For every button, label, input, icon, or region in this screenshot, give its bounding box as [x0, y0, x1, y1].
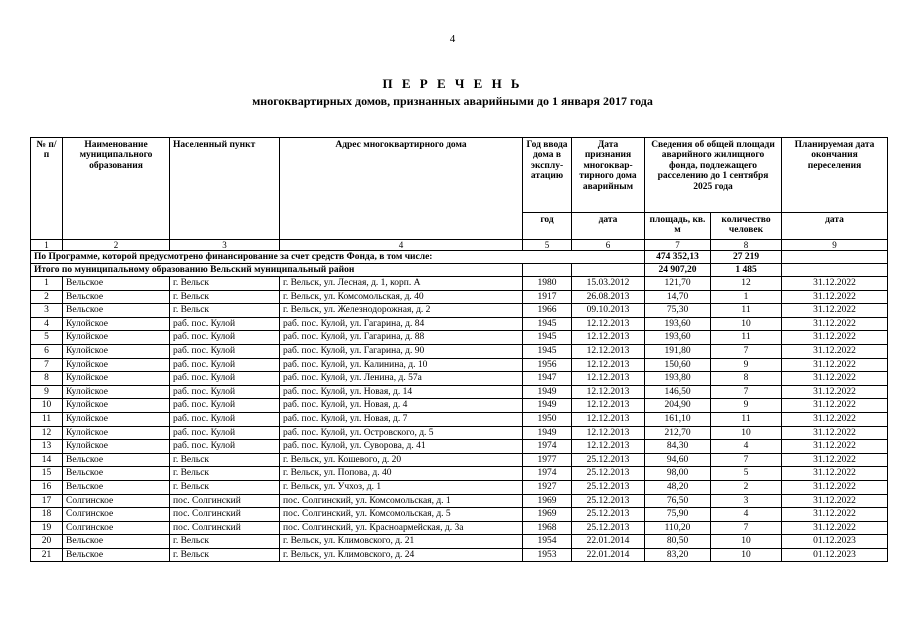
end-date-cell: 31.12.2022 — [782, 344, 888, 358]
locality-cell: раб. пос. Кулой — [170, 440, 280, 454]
end-date-cell: 31.12.2022 — [782, 290, 888, 304]
table-row — [31, 535, 888, 549]
date-cell: 09.10.2013 — [572, 304, 645, 318]
locality-cell: раб. пос. Кулой — [170, 317, 280, 331]
table-row — [31, 277, 888, 291]
row-number: 20 — [31, 535, 63, 549]
year-cell: 1954 — [523, 535, 572, 549]
address-cell: раб. пос. Кулой, ул. Ленина, д. 57а — [280, 372, 523, 386]
area-cell: 94,60 — [645, 453, 711, 467]
locality-cell: пос. Солгинский — [170, 521, 280, 535]
municipality-cell: Вельское — [63, 480, 170, 494]
people-cell: 7 — [711, 521, 782, 535]
people-cell: 8 — [711, 372, 782, 386]
year-cell: 1949 — [523, 399, 572, 413]
area-cell: 191,80 — [645, 344, 711, 358]
table-row — [31, 331, 888, 345]
end-date-cell: 31.12.2022 — [782, 494, 888, 508]
area-cell: 80,50 — [645, 535, 711, 549]
locality-cell: пос. Солгинский — [170, 494, 280, 508]
address-cell: раб. пос. Кулой, ул. Калинина, д. 10 — [280, 358, 523, 372]
area-cell: 14,70 — [645, 290, 711, 304]
date-cell: 12.12.2013 — [572, 399, 645, 413]
locality-cell: раб. пос. Кулой — [170, 426, 280, 440]
people-cell: 2 — [711, 480, 782, 494]
municipality-cell: Кулойское — [63, 426, 170, 440]
date-cell: 12.12.2013 — [572, 372, 645, 386]
column-number: 3 — [170, 240, 280, 251]
end-date-cell: 01.12.2023 — [782, 548, 888, 562]
municipality-cell: Вельское — [63, 548, 170, 562]
municipality-cell: Солгинское — [63, 508, 170, 522]
end-date-cell: 31.12.2022 — [782, 372, 888, 386]
area-cell: 212,70 — [645, 426, 711, 440]
table-row — [31, 372, 888, 386]
locality-cell: раб. пос. Кулой — [170, 358, 280, 372]
address-cell: г. Вельск, ул. Комсомольская, д. 40 — [280, 290, 523, 304]
column-number: 8 — [711, 240, 782, 251]
table-row — [31, 290, 888, 304]
row-number: 6 — [31, 344, 63, 358]
row-number: 4 — [31, 317, 63, 331]
people-cell: 5 — [711, 467, 782, 481]
area-cell: 84,30 — [645, 440, 711, 454]
people-cell: 7 — [711, 453, 782, 467]
row-number: 11 — [31, 412, 63, 426]
end-date-cell: 31.12.2022 — [782, 304, 888, 318]
people-cell: 7 — [711, 344, 782, 358]
date-cell: 12.12.2013 — [572, 440, 645, 454]
table-header — [31, 138, 888, 240]
locality-cell: г. Вельск — [170, 277, 280, 291]
area-cell: 193,60 — [645, 331, 711, 345]
subheader-end-date: дата — [782, 213, 888, 240]
date-cell: 25.12.2013 — [572, 467, 645, 481]
date-cell: 12.12.2013 — [572, 358, 645, 372]
locality-cell: г. Вельск — [170, 480, 280, 494]
row-number: 12 — [31, 426, 63, 440]
year-cell: 1977 — [523, 453, 572, 467]
year-cell: 1927 — [523, 480, 572, 494]
municipality-cell: Вельское — [63, 304, 170, 318]
column-numbers — [31, 240, 888, 277]
year-cell: 1945 — [523, 331, 572, 345]
end-date-cell: 31.12.2022 — [782, 412, 888, 426]
area-cell: 48,20 — [645, 480, 711, 494]
people-cell: 10 — [711, 535, 782, 549]
address-cell: г. Вельск, ул. Попова, д. 40 — [280, 467, 523, 481]
table-row — [31, 467, 888, 481]
locality-cell: раб. пос. Кулой — [170, 385, 280, 399]
locality-cell: г. Вельск — [170, 290, 280, 304]
year-cell: 1974 — [523, 440, 572, 454]
area-cell: 75,30 — [645, 304, 711, 318]
summary-district-label: Итого по муниципальному образованию Вельский муниципальный район — [31, 264, 523, 277]
area-cell: 204,90 — [645, 399, 711, 413]
summary-program-area: 474 352,13 — [645, 251, 711, 264]
table-row — [31, 480, 888, 494]
municipality-cell: Вельское — [63, 453, 170, 467]
table-row — [31, 548, 888, 562]
year-cell: 1949 — [523, 426, 572, 440]
date-cell: 22.01.2014 — [572, 548, 645, 562]
column-number: 1 — [31, 240, 63, 251]
table-row — [31, 426, 888, 440]
column-number: 9 — [782, 240, 888, 251]
municipality-cell: Солгинское — [63, 521, 170, 535]
people-cell: 11 — [711, 412, 782, 426]
table-row — [31, 453, 888, 467]
header-area-info: Сведения об общей площади аварийного жилищного фонда, подлежащего расселению до 1 сентября 2025 года — [645, 138, 782, 213]
date-cell: 12.12.2013 — [572, 412, 645, 426]
year-cell: 1974 — [523, 467, 572, 481]
address-cell: г. Вельск, ул. Железнодорожная, д. 2 — [280, 304, 523, 318]
municipality-cell: Вельское — [63, 535, 170, 549]
end-date-cell: 31.12.2022 — [782, 467, 888, 481]
table-row — [31, 412, 888, 426]
column-number: 7 — [645, 240, 711, 251]
row-number: 19 — [31, 521, 63, 535]
emergency-housing-table — [30, 137, 888, 562]
row-number: 5 — [31, 331, 63, 345]
end-date-cell: 31.12.2022 — [782, 521, 888, 535]
people-cell: 10 — [711, 317, 782, 331]
address-cell: раб. пос. Кулой, ул. Суворова, д. 41 — [280, 440, 523, 454]
date-cell: 22.01.2014 — [572, 535, 645, 549]
header-municipality: Наименование муниципального образования — [63, 138, 170, 240]
people-cell: 10 — [711, 548, 782, 562]
address-cell: г. Вельск, ул. Кошевого, д. 20 — [280, 453, 523, 467]
date-cell: 25.12.2013 — [572, 453, 645, 467]
date-cell: 25.12.2013 — [572, 508, 645, 522]
end-date-cell: 31.12.2022 — [782, 508, 888, 522]
header-address: Адрес многоквартирного дома — [280, 138, 523, 240]
page-number: 4 — [449, 33, 456, 45]
locality-cell: раб. пос. Кулой — [170, 344, 280, 358]
area-cell: 75,90 — [645, 508, 711, 522]
end-date-cell: 31.12.2022 — [782, 453, 888, 467]
address-cell: пос. Солгинский, ул. Комсомольская, д. 1 — [280, 494, 523, 508]
end-date-cell: 31.12.2022 — [782, 385, 888, 399]
date-cell: 12.12.2013 — [572, 317, 645, 331]
row-number: 21 — [31, 548, 63, 562]
summary-district-row — [31, 264, 888, 277]
date-cell: 26.08.2013 — [572, 290, 645, 304]
table-row — [31, 304, 888, 318]
address-cell: г. Вельск, ул. Климовского, д. 24 — [280, 548, 523, 562]
area-cell: 98,00 — [645, 467, 711, 481]
end-date-cell: 31.12.2022 — [782, 480, 888, 494]
area-cell: 76,50 — [645, 494, 711, 508]
table-row — [31, 399, 888, 413]
date-cell: 25.12.2013 — [572, 494, 645, 508]
end-date-cell: 31.12.2022 — [782, 399, 888, 413]
row-number: 16 — [31, 480, 63, 494]
area-cell: 193,80 — [645, 372, 711, 386]
date-cell: 25.12.2013 — [572, 480, 645, 494]
row-number: 7 — [31, 358, 63, 372]
year-cell: 1980 — [523, 277, 572, 291]
address-cell: г. Вельск, ул. Учхоз, д. 1 — [280, 480, 523, 494]
area-cell: 193,60 — [645, 317, 711, 331]
header-planned-end: Планируемая дата окончания переселения — [782, 138, 888, 213]
document-title: П Е Р Е Ч Е Н Ь — [382, 76, 523, 91]
table-row — [31, 358, 888, 372]
locality-cell: пос. Солгинский — [170, 508, 280, 522]
people-cell: 9 — [711, 358, 782, 372]
people-cell: 4 — [711, 440, 782, 454]
end-date-cell: 31.12.2022 — [782, 358, 888, 372]
summary-program-row — [31, 251, 888, 264]
year-cell: 1949 — [523, 385, 572, 399]
summary-district-empty — [572, 264, 645, 277]
document-subtitle: многоквартирных домов, признанных аварийными до 1 января 2017 года — [252, 94, 653, 108]
municipality-cell: Кулойское — [63, 372, 170, 386]
people-cell: 4 — [711, 508, 782, 522]
date-cell: 12.12.2013 — [572, 344, 645, 358]
table-row — [31, 385, 888, 399]
header-locality: Населенный пункт — [170, 138, 280, 240]
area-cell: 121,70 — [645, 277, 711, 291]
header-num: № п/п — [31, 138, 63, 240]
table-row — [31, 344, 888, 358]
people-cell: 11 — [711, 304, 782, 318]
subheader-date: дата — [572, 213, 645, 240]
year-cell: 1968 — [523, 521, 572, 535]
summary-district-empty — [782, 264, 888, 277]
municipality-cell: Кулойское — [63, 440, 170, 454]
locality-cell: г. Вельск — [170, 453, 280, 467]
row-number: 10 — [31, 399, 63, 413]
subheader-people: количество человек — [711, 213, 782, 240]
municipality-cell: Кулойское — [63, 317, 170, 331]
address-cell: раб. пос. Кулой, ул. Новая, д. 7 — [280, 412, 523, 426]
summary-program-empty — [782, 251, 888, 264]
year-cell: 1969 — [523, 494, 572, 508]
municipality-cell: Кулойское — [63, 344, 170, 358]
year-cell: 1969 — [523, 508, 572, 522]
column-number: 5 — [523, 240, 572, 251]
table-body — [31, 277, 888, 562]
summary-district-people: 1 485 — [711, 264, 782, 277]
row-number: 2 — [31, 290, 63, 304]
municipality-cell: Кулойское — [63, 385, 170, 399]
end-date-cell: 31.12.2022 — [782, 277, 888, 291]
address-cell: пос. Солгинский, ул. Комсомольская, д. 5 — [280, 508, 523, 522]
date-cell: 12.12.2013 — [572, 385, 645, 399]
column-number: 4 — [280, 240, 523, 251]
address-cell: пос. Солгинский, ул. Красноармейская, д. 3а — [280, 521, 523, 535]
area-cell: 150,60 — [645, 358, 711, 372]
row-number: 8 — [31, 372, 63, 386]
municipality-cell: Вельское — [63, 277, 170, 291]
year-cell: 1945 — [523, 344, 572, 358]
people-cell: 1 — [711, 290, 782, 304]
year-cell: 1956 — [523, 358, 572, 372]
address-cell: г. Вельск, ул. Лесная, д. 1, корп. А — [280, 277, 523, 291]
table-row — [31, 508, 888, 522]
row-number: 1 — [31, 277, 63, 291]
row-number: 17 — [31, 494, 63, 508]
table-row — [31, 440, 888, 454]
municipality-cell: Кулойское — [63, 412, 170, 426]
locality-cell: раб. пос. Кулой — [170, 399, 280, 413]
header-date-recognized: Дата признания многоквар-тирного дома аварийным — [572, 138, 645, 213]
year-cell: 1945 — [523, 317, 572, 331]
date-cell: 25.12.2013 — [572, 521, 645, 535]
area-cell: 146,50 — [645, 385, 711, 399]
end-date-cell: 31.12.2022 — [782, 426, 888, 440]
people-cell: 10 — [711, 426, 782, 440]
locality-cell: раб. пос. Кулой — [170, 412, 280, 426]
header-year: Год ввода дома в эксплу-атацию — [523, 138, 572, 213]
locality-cell: г. Вельск — [170, 548, 280, 562]
table-row — [31, 494, 888, 508]
row-number: 9 — [31, 385, 63, 399]
table-row — [31, 317, 888, 331]
end-date-cell: 31.12.2022 — [782, 317, 888, 331]
summary-district-empty — [523, 264, 572, 277]
municipality-cell: Кулойское — [63, 399, 170, 413]
address-cell: г. Вельск, ул. Климовского, д. 21 — [280, 535, 523, 549]
area-cell: 161,10 — [645, 412, 711, 426]
address-cell: раб. пос. Кулой, ул. Новая, д. 14 — [280, 385, 523, 399]
end-date-cell: 31.12.2022 — [782, 331, 888, 345]
column-number: 2 — [63, 240, 170, 251]
subheader-area: площадь, кв. м — [645, 213, 711, 240]
address-cell: раб. пос. Кулой, ул. Гагарина, д. 84 — [280, 317, 523, 331]
area-cell: 110,20 — [645, 521, 711, 535]
locality-cell: г. Вельск — [170, 304, 280, 318]
table-row — [31, 521, 888, 535]
municipality-cell: Вельское — [63, 467, 170, 481]
address-cell: раб. пос. Кулой, ул. Гагарина, д. 90 — [280, 344, 523, 358]
municipality-cell: Кулойское — [63, 358, 170, 372]
year-cell: 1947 — [523, 372, 572, 386]
people-cell: 12 — [711, 277, 782, 291]
locality-cell: раб. пос. Кулой — [170, 331, 280, 345]
area-cell: 83,20 — [645, 548, 711, 562]
address-cell: раб. пос. Кулой, ул. Гагарина, д. 88 — [280, 331, 523, 345]
date-cell: 12.12.2013 — [572, 331, 645, 345]
subheader-year: год — [523, 213, 572, 240]
summary-program-people: 27 219 — [711, 251, 782, 264]
summary-district-area: 24 907,20 — [645, 264, 711, 277]
row-number: 18 — [31, 508, 63, 522]
people-cell: 9 — [711, 399, 782, 413]
year-cell: 1950 — [523, 412, 572, 426]
locality-cell: г. Вельск — [170, 535, 280, 549]
row-number: 3 — [31, 304, 63, 318]
year-cell: 1917 — [523, 290, 572, 304]
address-cell: раб. пос. Кулой, ул. Островского, д. 5 — [280, 426, 523, 440]
address-cell: раб. пос. Кулой, ул. Новая, д. 4 — [280, 399, 523, 413]
end-date-cell: 31.12.2022 — [782, 440, 888, 454]
people-cell: 7 — [711, 385, 782, 399]
municipality-cell: Вельское — [63, 290, 170, 304]
summary-program-label: По Программе, которой предусмотрено финансирование за счет средств Фонда, в том числе: — [31, 251, 645, 264]
row-number: 15 — [31, 467, 63, 481]
people-cell: 3 — [711, 494, 782, 508]
municipality-cell: Кулойское — [63, 331, 170, 345]
municipality-cell: Солгинское — [63, 494, 170, 508]
locality-cell: раб. пос. Кулой — [170, 372, 280, 386]
row-number: 14 — [31, 453, 63, 467]
date-cell: 12.12.2013 — [572, 426, 645, 440]
locality-cell: г. Вельск — [170, 467, 280, 481]
column-number: 6 — [572, 240, 645, 251]
date-cell: 15.03.2012 — [572, 277, 645, 291]
row-number: 13 — [31, 440, 63, 454]
people-cell: 11 — [711, 331, 782, 345]
year-cell: 1966 — [523, 304, 572, 318]
end-date-cell: 01.12.2023 — [782, 535, 888, 549]
year-cell: 1953 — [523, 548, 572, 562]
